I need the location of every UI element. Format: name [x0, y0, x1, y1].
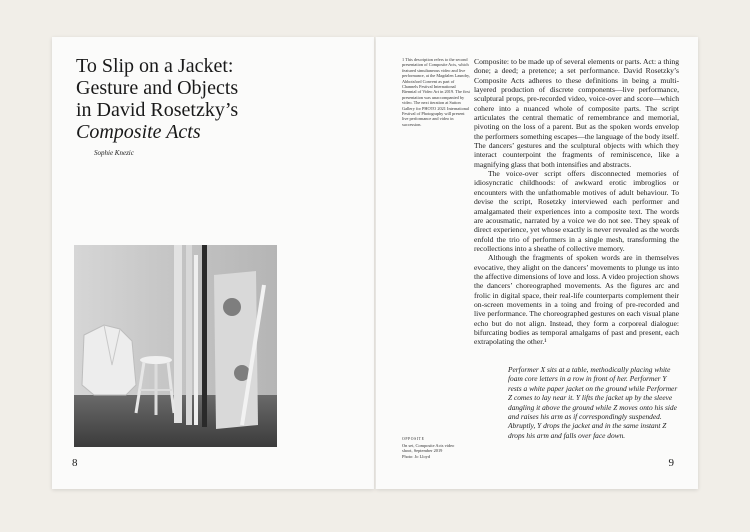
caption-line-3: Photo: Jo Lloyd [402, 453, 431, 459]
title-line-4: Composite Acts [76, 121, 201, 143]
article-body [474, 57, 679, 347]
caption-line-1: On set, Composite Acts video [402, 442, 455, 448]
body-paragraph-1: Composite: to be made up of several elements or parts. Act: a thing done; a deed; a pretence; a set performance. David Rosetzky’s Composite Acts adheres to these definitions in being a multi-layered production of discrete components—live performance, sculptural props, pre-recorded video, voice-over and score—which cohere into a nuanced whole of composite parts. The script articulates the central thematic of remembrance and memorial, pivoting on the loss of a parent. But as the spoken words envelop the performers something escapes—the language of the body itself. The dancers’ gestures and the sculptural objects with which they interact counterpoint the fragments of reminiscence, like a magnifying glass that both intensifies and abstracts. [474, 57, 679, 169]
photo-caption [402, 437, 492, 459]
page-number-left: 8 [72, 457, 78, 469]
author-byline: Sophie Knezic [94, 149, 134, 157]
performance-description-quote: Performer X sits at a table, methodically placing white foam core letters in a row in front of her. Performer Y rests a white paper jacket on the ground while Performer Z comes to lay near it. Y lifts the jacket up by the sleeve dangling it above the ground while Z moves onto his side and raises his arm as if correspondingly suspended. Abruptly, Y drops the jacket and in the same instant Z drops his arm and falls over face down. [508, 365, 678, 440]
article-title [76, 55, 366, 143]
footnote: 1 This description refers to the second presentation of Composite Acts, which featured simultaneous video and live performance, at the Magdalen Laundry, Abbotsford Convent as part of Channels Festival International Biennial of Video Art in 2019. The first presentation was unaccompanied by video. The next iteration at Sutton Gallery for PHOTO 2021 International Festival of Photography will present live performance and video in succession. [402, 57, 470, 127]
caption-line-2: shoot, September 2019 [402, 448, 443, 453]
title-line-3: in David Rosetzky’s [76, 99, 239, 121]
body-paragraph-3: Although the fragments of spoken words are in themselves evocative, they alight on the dancers’ movements to plunge us into the affective dimensions of love and loss. A video projection shows the dancers’ choreographed movements. As the figures arc and frolic in digital space, their real-life counterparts complement their on-screen movements in a toing and froing of pre-recorded and live performance. The choreographed gestures on each visual plane echo but do not align. Instead, they form a corporeal dialogue: bifurcating bodies as temporal amalgams of past and present, each extrapolating the other.¹ [474, 253, 679, 347]
set-photograph [74, 245, 277, 447]
photo-illustration [74, 245, 277, 447]
body-paragraph-2: The voice-over script offers disconnected memories of idiosyncratic childhoods: of awkward erotic imbroglios or encounters with the unfathomable motives of adult behaviour. To devise the script, Rosetzky interviewed each performer and amalgamated their experiences into a composite text. The words are acousmatic, narrated by a voice we do not see. They speak of direct experience, yet whose exactly is never revealed as the words enfold the trio of performers in a single mesh, transforming the recollections into a sheathe of collective memory. [474, 169, 679, 253]
title-line-2: Gesture and Objects [76, 77, 239, 99]
left-page [52, 37, 374, 489]
caption-label: OPPOSITE [402, 437, 425, 441]
right-page [376, 37, 698, 489]
page-number-right: 9 [668, 457, 674, 469]
title-line-1: To Slip on a Jacket: [76, 55, 234, 77]
